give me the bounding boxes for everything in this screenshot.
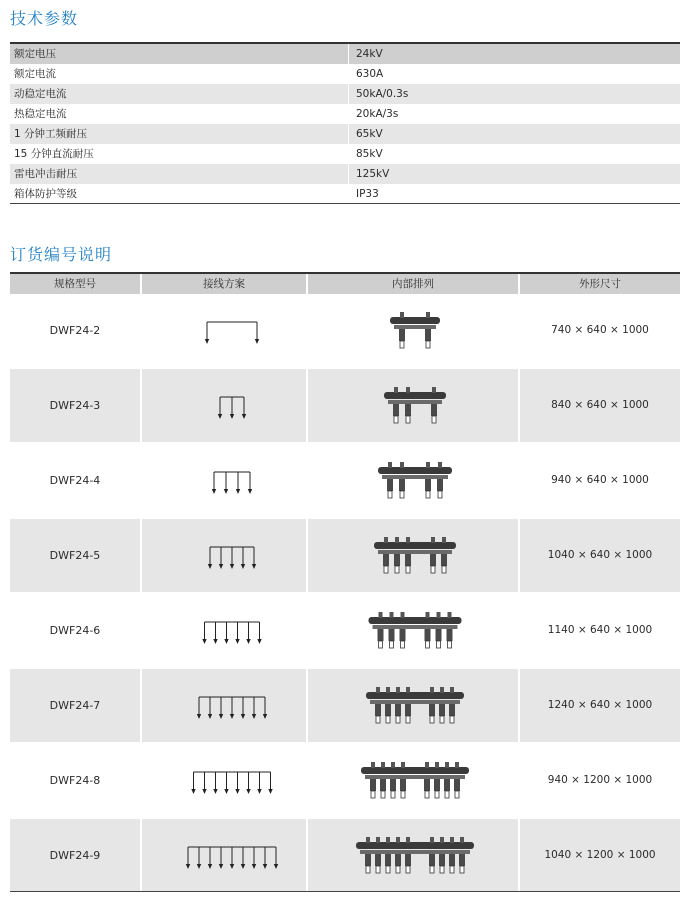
dimensions: 740 × 640 × 1000 xyxy=(551,324,649,336)
order-table xyxy=(10,272,680,894)
arrangement-image xyxy=(310,444,520,517)
order-title: 订货编号说明 xyxy=(10,245,113,264)
wiring-diagram xyxy=(150,669,310,742)
model-code: DWF24-7 xyxy=(49,699,101,712)
spec-label: 动稳定电流 xyxy=(14,88,67,100)
dimensions: 940 × 1200 × 1000 xyxy=(547,774,653,786)
order-row xyxy=(10,744,680,819)
dimensions: 940 × 640 × 1000 xyxy=(551,474,649,486)
spec-bottom-rule xyxy=(10,203,680,204)
dimensions: 1040 × 1200 × 1000 xyxy=(544,849,656,861)
spec-row xyxy=(10,164,680,184)
spec-label: 额定电流 xyxy=(14,68,56,80)
wiring-diagram xyxy=(150,444,310,517)
order-row xyxy=(10,669,680,744)
order-row xyxy=(10,519,680,594)
spec-label: 箱体防护等级 xyxy=(14,188,77,200)
header-model: 规格型号 xyxy=(54,278,96,290)
dimensions: 1140 × 640 × 1000 xyxy=(547,624,653,636)
spec-value: 85kV xyxy=(356,148,383,160)
order-row xyxy=(10,294,680,369)
spec-label: 热稳定电流 xyxy=(14,108,67,120)
spec-row xyxy=(10,144,680,164)
spec-row xyxy=(10,104,680,124)
model-code: DWF24-8 xyxy=(49,774,101,787)
order-header-row xyxy=(10,272,680,294)
wiring-diagram xyxy=(150,519,310,592)
spec-label: 额定电压 xyxy=(14,48,56,60)
model-code: DWF24-4 xyxy=(49,474,101,487)
spec-row xyxy=(10,64,680,84)
spec-row xyxy=(10,124,680,144)
arrangement-image xyxy=(310,819,520,892)
model-code: DWF24-6 xyxy=(49,624,101,637)
tech-params-title: 技术参数 xyxy=(10,9,79,28)
spec-label: 1 分钟工频耐压 xyxy=(14,128,88,140)
spec-value: 125kV xyxy=(356,168,390,180)
arrangement-image xyxy=(310,594,520,667)
spec-value: 65kV xyxy=(356,128,383,140)
order-row xyxy=(10,594,680,669)
order-row xyxy=(10,369,680,444)
wiring-diagram xyxy=(150,594,310,667)
wiring-diagram xyxy=(150,744,310,817)
arrangement-image xyxy=(310,744,520,817)
spec-value: 50kA/0.3s xyxy=(356,88,409,100)
arrangement-image xyxy=(310,294,520,367)
wiring-diagram xyxy=(150,369,310,442)
arrangement-image xyxy=(310,519,520,592)
spec-row xyxy=(10,42,680,64)
arrangement-image xyxy=(310,669,520,742)
order-row xyxy=(10,444,680,519)
header-dimensions: 外形尺寸 xyxy=(579,278,621,290)
model-code: DWF24-5 xyxy=(49,549,101,562)
dimensions: 1240 × 640 × 1000 xyxy=(547,699,653,711)
header-wiring: 接线方案 xyxy=(203,278,245,290)
spec-value: 20kA/3s xyxy=(356,108,399,120)
spec-label: 雷电冲击耐压 xyxy=(14,168,77,180)
wiring-diagram xyxy=(150,819,310,892)
dimensions: 1040 × 640 × 1000 xyxy=(547,549,653,561)
spec-row xyxy=(10,84,680,104)
wiring-diagram xyxy=(150,294,310,367)
spec-row xyxy=(10,184,680,204)
spec-value: 630A xyxy=(356,68,384,80)
arrangement-image xyxy=(310,369,520,442)
order-bottom-rule xyxy=(10,891,680,892)
spec-value: 24kV xyxy=(356,48,383,60)
model-code: DWF24-9 xyxy=(49,849,101,862)
dimensions: 840 × 640 × 1000 xyxy=(551,399,649,411)
order-row xyxy=(10,819,680,894)
header-arrangement: 内部排列 xyxy=(392,278,434,290)
spec-label: 15 分钟直流耐压 xyxy=(14,148,94,160)
model-code: DWF24-2 xyxy=(49,324,101,337)
spec-table xyxy=(10,42,680,204)
model-code: DWF24-3 xyxy=(49,399,101,412)
spec-value: IP33 xyxy=(356,188,379,200)
